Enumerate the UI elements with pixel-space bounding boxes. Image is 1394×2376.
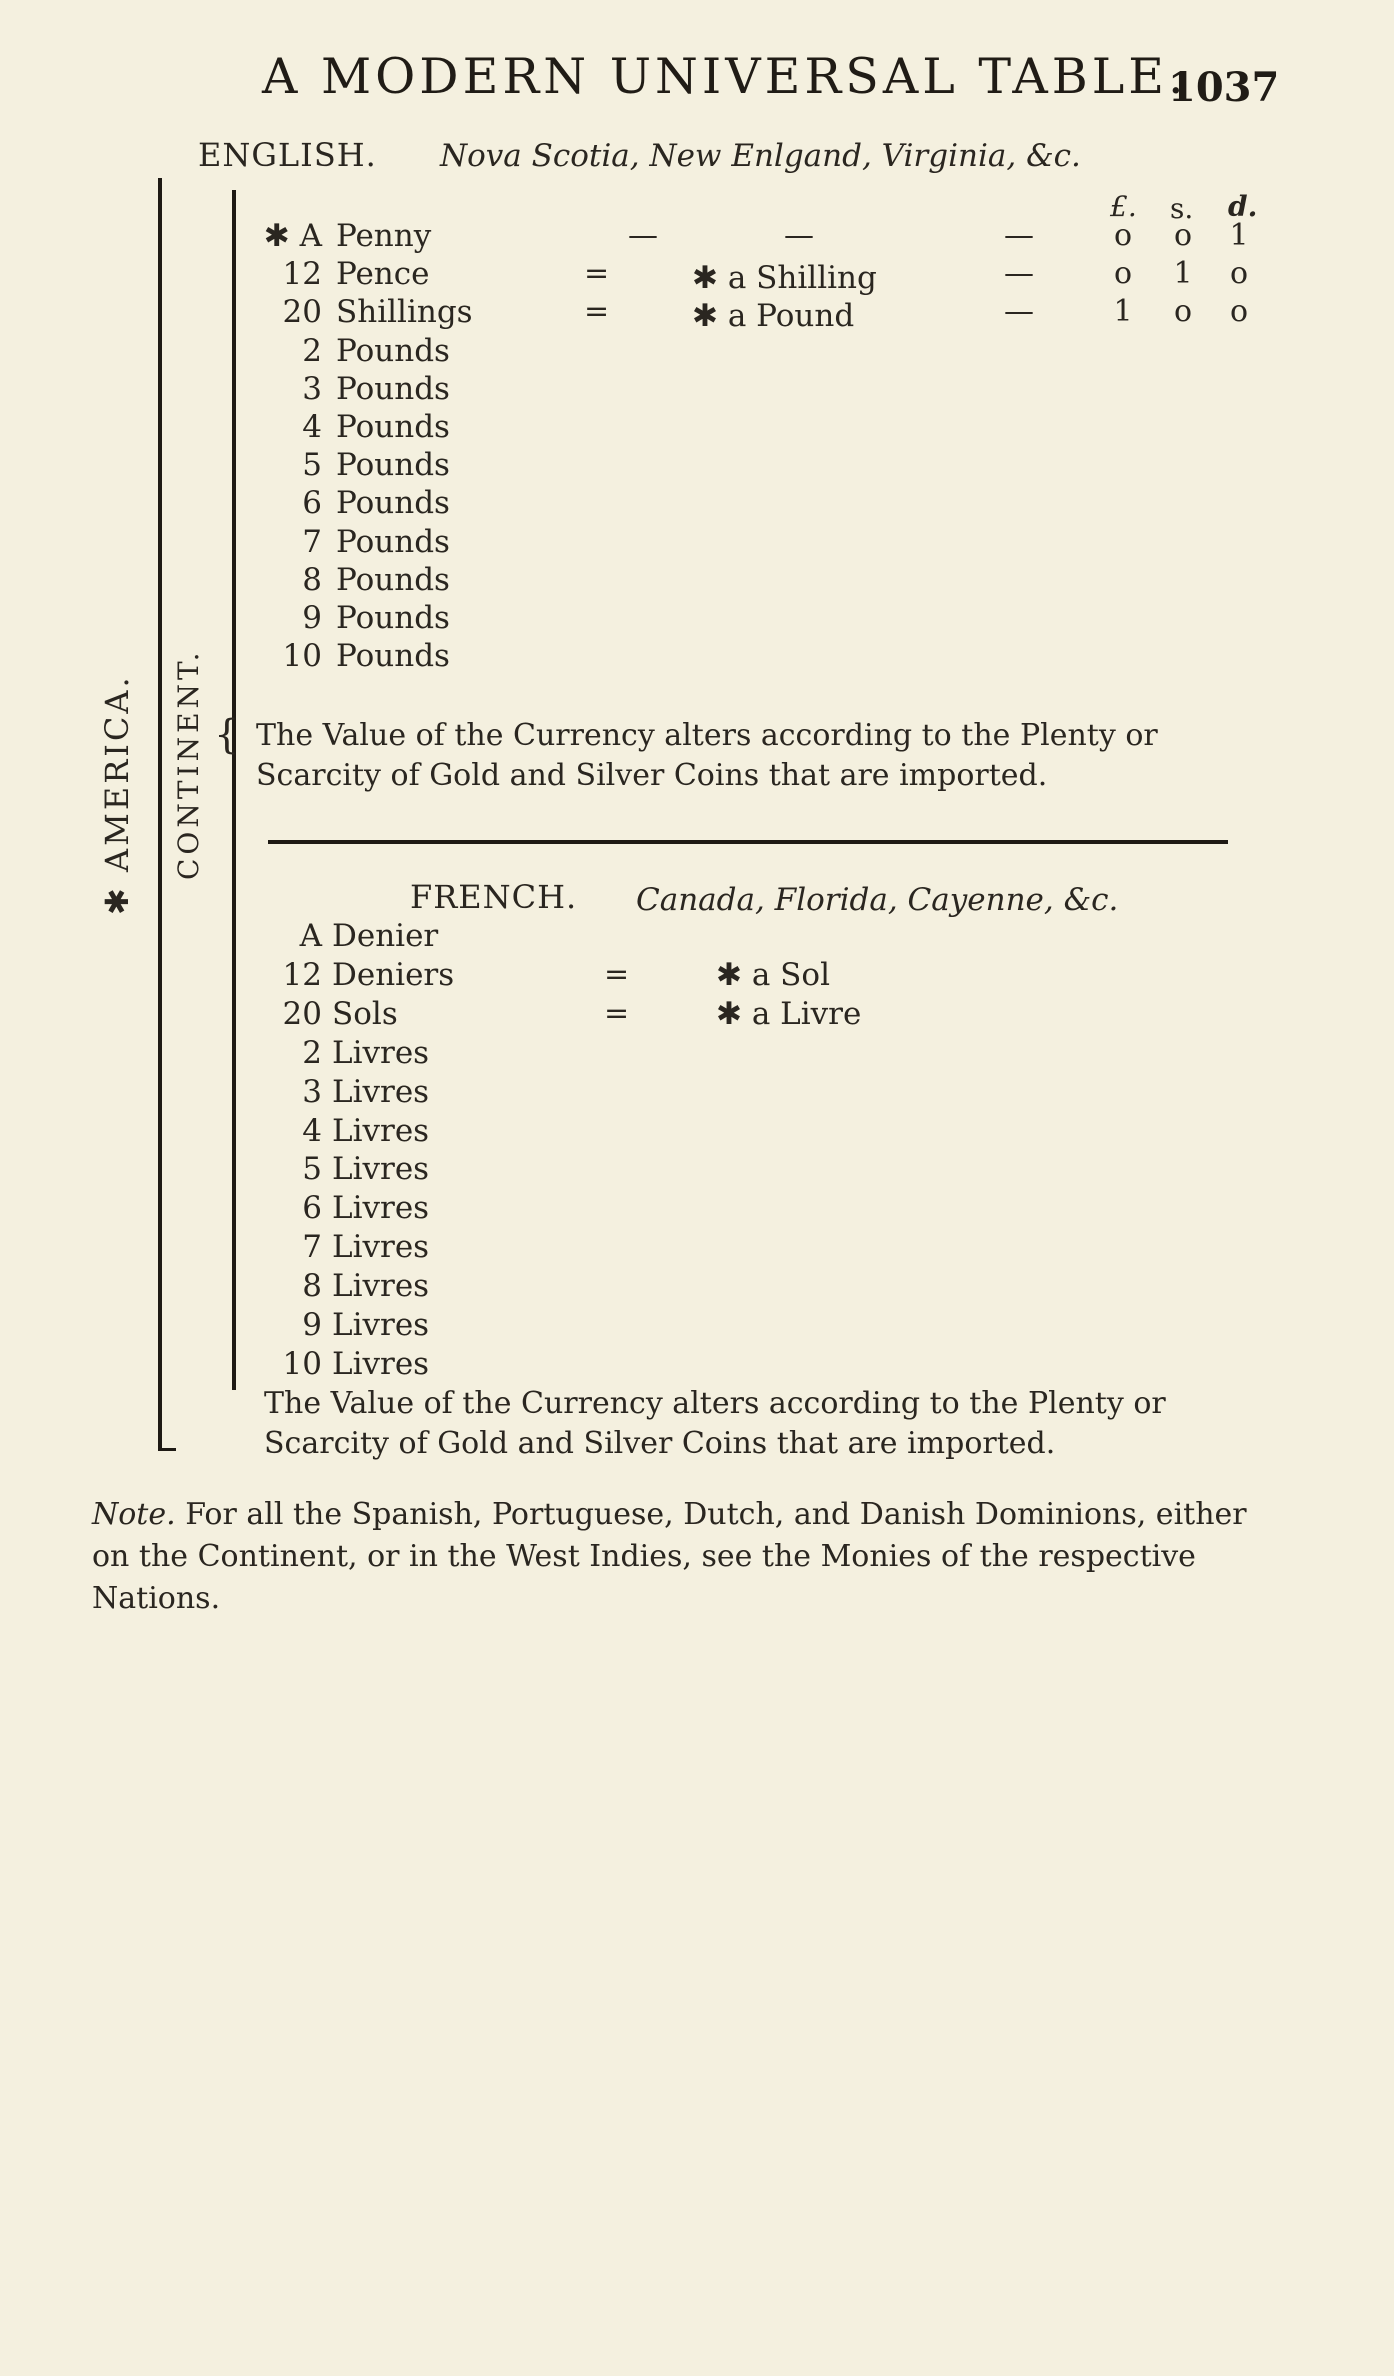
- french-note: The Value of the Currency alters according to the Plenty or Scarcity of Gold and Silver Coins that are imported.: [264, 1386, 1166, 1461]
- english-row-value-pence: 1: [1229, 218, 1249, 253]
- footnote-lead: Note.: [92, 1497, 176, 1532]
- english-row-value-pounds: 1: [1113, 294, 1133, 329]
- english-row-qty: 3: [302, 371, 322, 407]
- french-row-qty: 9: [302, 1307, 322, 1343]
- english-regions: Nova Scotia, New Enlgand, Virginia, &c.: [440, 138, 1081, 174]
- english-row-qty: ✱ A: [263, 218, 322, 254]
- footnote-text: For all the Spanish, Portuguese, Dutch, and Danish Dominions, either on the Continent, or in the West Indies, see the Monies of the respective Nations.: [92, 1497, 1247, 1616]
- english-row-unit: Pounds: [336, 371, 450, 407]
- french-row-qty: A: [299, 918, 322, 954]
- dash-leader: —: [1004, 218, 1034, 253]
- french-row-unit: Livres: [332, 1113, 430, 1149]
- english-row-unit: Pounds: [336, 409, 450, 445]
- english-row-unit: Pounds: [336, 638, 450, 674]
- footnote: [92, 1494, 1272, 1620]
- english-row-qty: 9: [302, 600, 322, 636]
- french-row-qty: 7: [302, 1229, 322, 1265]
- english-row-unit: Pounds: [336, 562, 450, 598]
- english-heading: ENGLISH.: [198, 136, 377, 174]
- french-row-unit: Sols: [332, 996, 398, 1032]
- section-divider: [268, 840, 1228, 844]
- french-row-unit: Livres: [332, 1035, 430, 1071]
- french-row-unit: Livres: [332, 1151, 430, 1187]
- dash-leader: —: [1004, 256, 1034, 291]
- equals-sign: =: [584, 294, 610, 329]
- french-row-unit: Deniers: [332, 957, 455, 993]
- french-row-unit: Livres: [332, 1229, 430, 1265]
- bracket-outer: [158, 178, 162, 1448]
- french-regions: Canada, Florida, Cayenne, &c.: [636, 882, 1119, 918]
- french-row-unit: Denier: [332, 918, 439, 954]
- english-row-value-pounds: o: [1113, 256, 1133, 291]
- french-row-unit: Livres: [332, 1074, 430, 1110]
- english-row-equivalent: ✱ a Shilling: [692, 260, 877, 296]
- french-row-qty: 4: [302, 1113, 322, 1149]
- english-row-unit: Penny: [336, 218, 432, 254]
- english-row-unit: Pounds: [336, 600, 450, 636]
- english-row-value-pounds: o: [1113, 218, 1133, 253]
- french-row-qty: 2: [302, 1035, 322, 1071]
- english-row-qty: 6: [302, 485, 322, 521]
- equals-sign: =: [604, 957, 630, 992]
- french-heading: FRENCH.: [410, 878, 578, 916]
- english-row-value-shillings: o: [1173, 218, 1193, 253]
- english-row-value-pence: o: [1229, 256, 1249, 291]
- english-row-unit: Pounds: [336, 485, 450, 521]
- page-title: A MODERN UNIVERSAL TABLE.: [262, 48, 1188, 105]
- equals-sign: =: [584, 256, 610, 291]
- english-row-qty: 2: [302, 333, 322, 369]
- col-shillings-head: s.: [1170, 192, 1194, 225]
- french-row-qty: 3: [302, 1074, 322, 1110]
- english-row-value-shillings: o: [1173, 294, 1193, 329]
- french-row-qty: 8: [302, 1268, 322, 1304]
- dash-leader: —: [628, 218, 658, 253]
- dash-leader: —: [784, 218, 814, 253]
- english-row-equivalent: ✱ a Pound: [692, 298, 855, 334]
- english-row-unit: Pounds: [336, 447, 450, 483]
- french-row-qty: 10: [282, 1346, 322, 1382]
- english-row-qty: 5: [302, 447, 322, 483]
- english-row-unit: Pounds: [336, 524, 450, 560]
- english-row-unit: Shillings: [336, 294, 473, 330]
- english-row-value-pence: o: [1229, 294, 1249, 329]
- english-row-value-shillings: 1: [1173, 256, 1193, 291]
- french-row-unit: Livres: [332, 1190, 430, 1226]
- dash-leader: —: [1004, 294, 1034, 329]
- col-pounds-head: £.: [1110, 190, 1137, 223]
- english-row-unit: Pounds: [336, 333, 450, 369]
- english-row-qty: 4: [302, 409, 322, 445]
- english-row-qty: 7: [302, 524, 322, 560]
- french-row-equivalent: ✱ a Sol: [716, 957, 830, 993]
- col-pence-head: d.: [1228, 190, 1258, 223]
- english-row-unit: Pence: [336, 256, 430, 292]
- page-number: 1037: [1168, 64, 1280, 111]
- french-row-unit: Livres: [332, 1307, 430, 1343]
- bracket-inner: [232, 190, 236, 1390]
- french-row-unit: Livres: [332, 1346, 430, 1382]
- french-row-equivalent: ✱ a Livre: [716, 996, 862, 1032]
- equals-sign: =: [604, 996, 630, 1031]
- brace-icon: {: [214, 712, 240, 758]
- french-row-qty: 5: [302, 1151, 322, 1187]
- english-row-qty: 20: [282, 294, 322, 330]
- english-note: The Value of the Currency alters according to the Plenty or Scarcity of Gold and Silver Coins that are imported.: [256, 718, 1158, 793]
- french-row-qty: 20: [282, 996, 322, 1032]
- continent-label: CONTINENT.: [172, 648, 205, 880]
- english-row-qty: 10: [282, 638, 322, 674]
- french-row-qty: 12: [282, 957, 322, 993]
- america-label: ✱ AMERICA.: [98, 674, 136, 915]
- french-row-unit: Livres: [332, 1268, 430, 1304]
- english-row-qty: 8: [302, 562, 322, 598]
- french-row-qty: 6: [302, 1190, 322, 1226]
- bracket-foot: [158, 1448, 176, 1451]
- english-row-qty: 12: [282, 256, 322, 292]
